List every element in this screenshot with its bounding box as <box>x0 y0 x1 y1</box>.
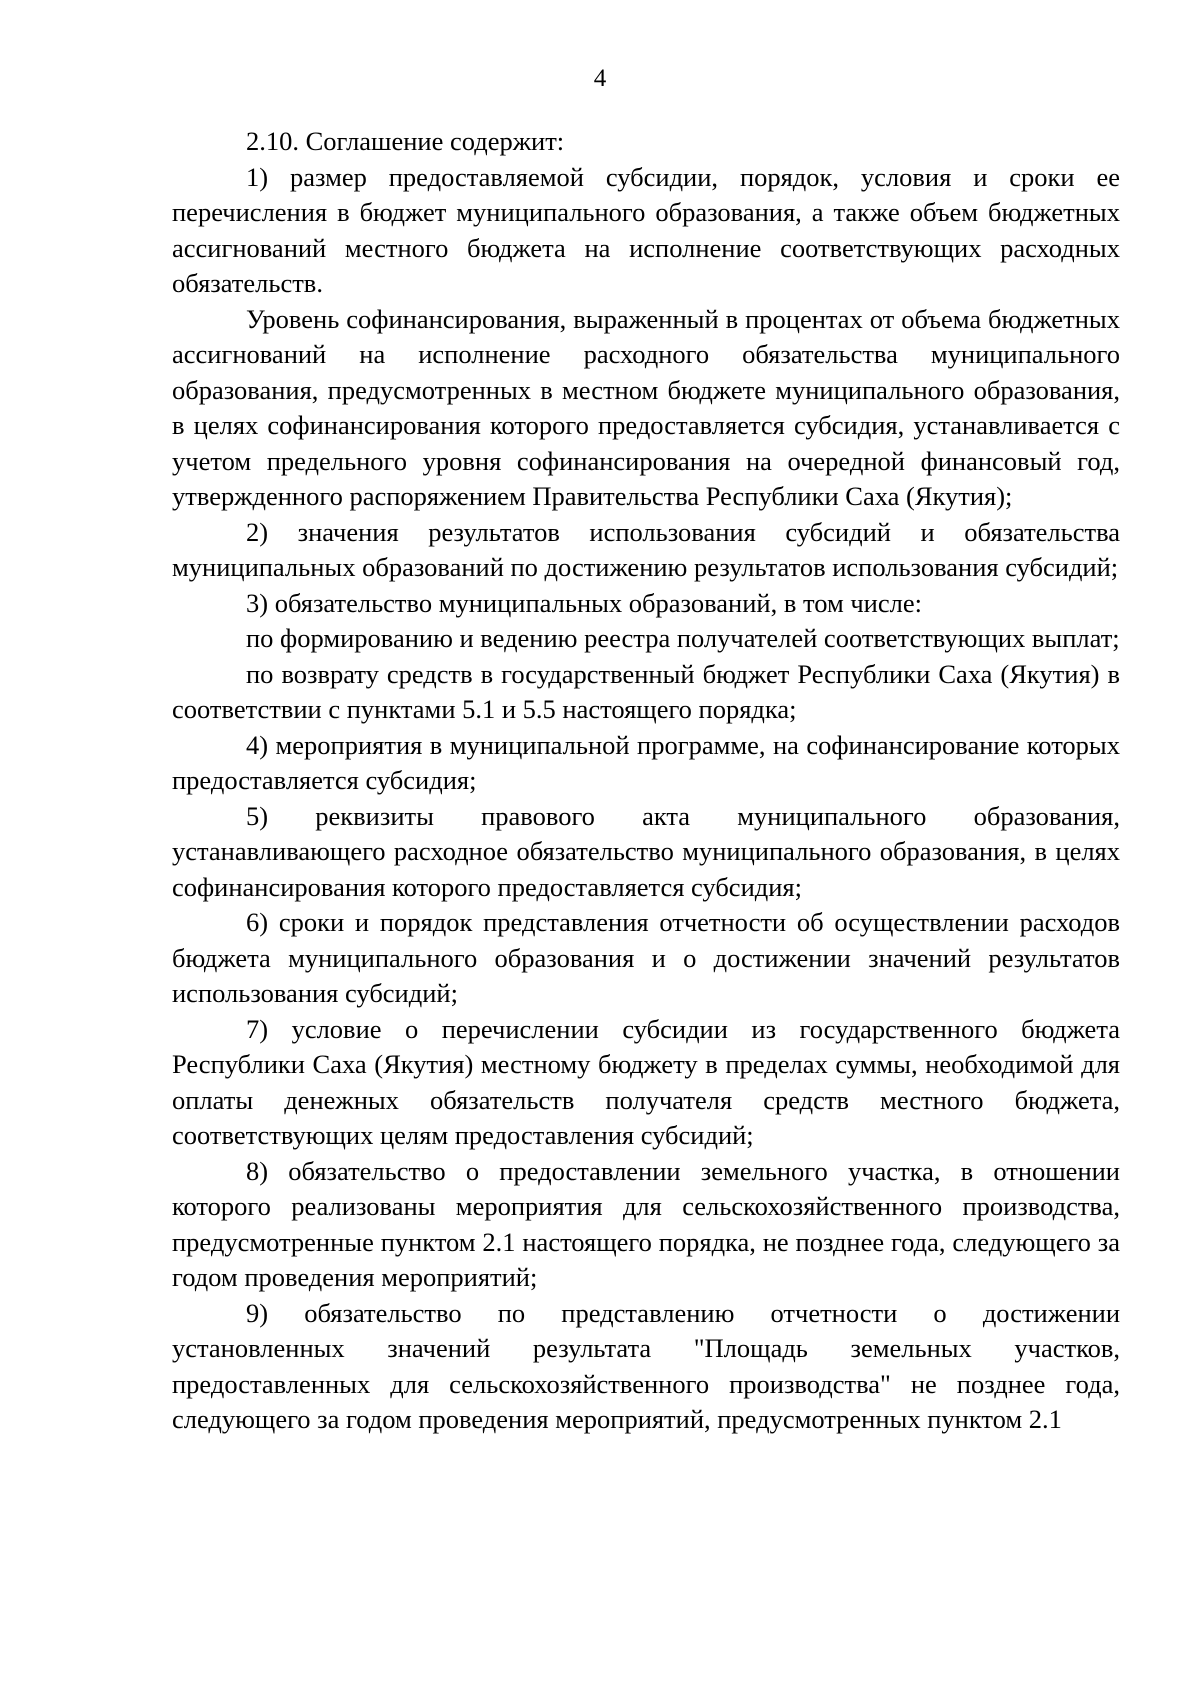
document-body <box>172 124 1120 1438</box>
paragraph-cofinancing-level: Уровень софинансирования, выраженный в процентах от объема бюджетных ассигнований на исполнение расходного обязательства муниципального образования, предусмотренных в местном бюджете муниципального образования, в целях софинансирования которого предоставляется субсидия, устанавливается с учетом предельного уровня софинансирования на очередной финансовый год, утвержденного распоряжением Правительства Республики Саха (Якутия); <box>172 303 1120 511</box>
paragraph-2-10-heading: 2.10. Соглашение содержит: <box>246 126 565 156</box>
paragraph-item-8: 8) обязательство о предоставлении земельного участка, в отношении которого реализованы мероприятия для сельскохозяйственного производства, предусмотренные пунктом 2.1 настоящего порядка, не позднее года, следующего за годом проведения мероприятий; <box>172 1155 1120 1292</box>
page-number: 4 <box>593 65 607 92</box>
paragraph-item-7: 7) условие о перечислении субсидии из государственного бюджета Республики Саха (Якутия) местному бюджету в пределах суммы, необходимой для оплаты денежных обязательств получателя средств местного бюджета, соответствующих целям предоставления субсидий; <box>172 1013 1120 1150</box>
paragraph-item-3-refund: по возврату средств в государственный бюджет Республики Саха (Якутия) в соответствии с пунктами 5.1 и 5.5 настоящего порядка; <box>172 658 1120 724</box>
paragraph-item-3: 3) обязательство муниципальных образований, в том числе: <box>246 587 922 618</box>
paragraph-item-3-registry: по формированию и ведению реестра получателей соответствующих выплат; <box>246 623 1120 653</box>
paragraph-item-1: 1) размер предоставляемой субсидии, порядок, условия и сроки ее перечисления в бюджет муниципального образования, а также объем бюджетных ассигнований местного бюджета на исполнение соответствующих расходных обязательств. <box>172 161 1120 298</box>
paragraph-item-4: 4) мероприятия в муниципальной программе, на софинансирование которых предоставляется субсидия; <box>172 729 1120 795</box>
paragraph-item-5: 5) реквизиты правового акта муниципального образования, устанавливающего расходное обязательство муниципального образования, в целях софинансирования которого предоставляется субсидия; <box>172 800 1120 902</box>
paragraph-item-9: 9) обязательство по представлению отчетности о достижении установленных значений результата "Площадь земельных участков, предоставленных для сельскохозяйственного производства" не позднее года, следующего за годом проведения мероприятий, предусмотренных пунктом 2.1 <box>172 1297 1120 1434</box>
paragraph-item-6: 6) сроки и порядок представления отчетности об осуществлении расходов бюджета муниципального образования и о достижении значений результатов использования субсидий; <box>172 907 1120 1008</box>
paragraph-item-2: 2) значения результатов использования субсидий и обязательства муниципальных образований по достижению результатов использования субсидий; <box>172 516 1120 582</box>
